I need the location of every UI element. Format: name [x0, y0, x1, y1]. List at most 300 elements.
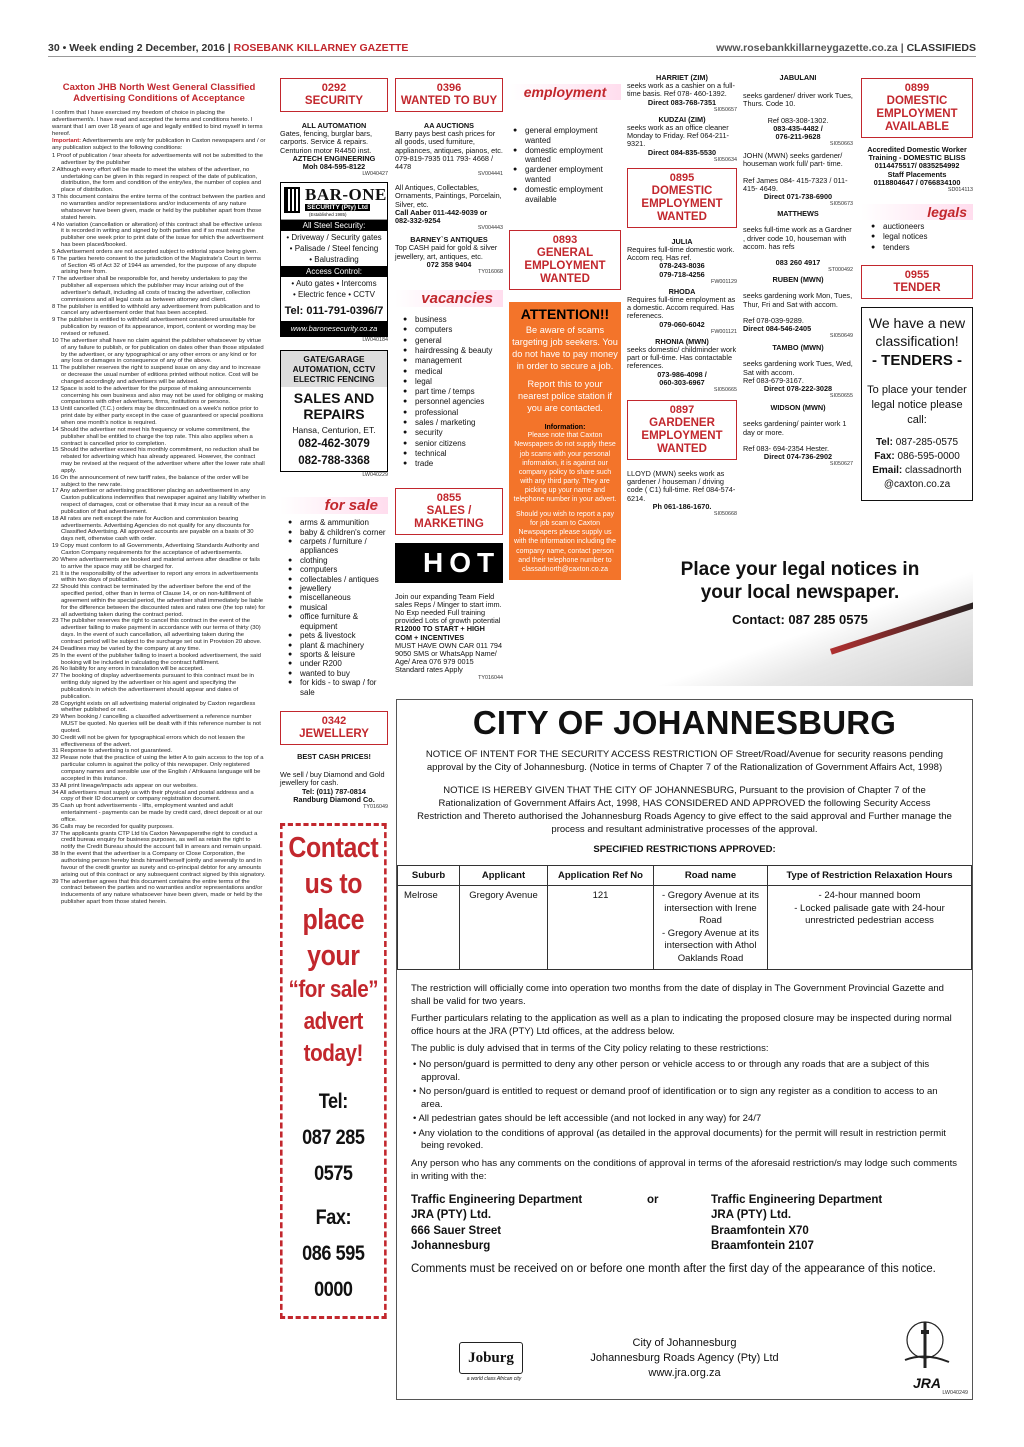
vacancy-category: ● management: [403, 356, 503, 366]
ad-barneys: [395, 236, 503, 276]
notice-ref: LW040249: [942, 1390, 968, 1396]
conditions-text: [52, 110, 266, 906]
condition-item: 26 No liability for any errors in translation will be accepted.: [52, 666, 204, 673]
vacancy-category: ● legal: [403, 377, 503, 387]
table-header-cell: Applicant: [460, 866, 548, 886]
jewellery-body: [280, 771, 388, 811]
vacancy-category: ● security: [403, 428, 503, 438]
address-line: Johannesburg: [411, 1240, 491, 1252]
ad-name: JULIA: [671, 236, 693, 246]
gate-ad: [280, 350, 388, 472]
new-class-tenders: - TENDERS -: [872, 351, 962, 369]
ad-phone: 060-303-6967: [659, 377, 705, 387]
condition-item: 36 Calls may be recorded for quality purposes.: [52, 823, 174, 830]
week-ending: • Week ending 2 December, 2016 |: [62, 42, 231, 54]
vacancies-heading: vacancies: [395, 290, 503, 307]
contact-line: your: [307, 939, 360, 972]
ad-phone: 0118804647 / 0766834100: [873, 177, 961, 187]
category-title: JEWELLERY: [299, 727, 369, 740]
notice-paragraph: The public is duly advised that in terms of the City policy relating to these restrictions:: [411, 1043, 769, 1054]
ad-ref: SD014113: [947, 187, 973, 194]
vacancy-category: ● trade: [403, 459, 503, 469]
ad-body: Top CASH paid for gold & silver jewellery, art, antiques, etc.: [395, 243, 498, 261]
barone-logo: [281, 183, 387, 219]
notice-paragraph: Any person who has any comments on the conditions of approval in terms of the aforesaid restriction/s may lodge such comments in writing with the:: [411, 1157, 957, 1182]
ad-jabulani: [743, 74, 853, 148]
page-header: [48, 40, 976, 56]
address-line: JRA (PTY) Ltd.: [711, 1209, 792, 1221]
category-code: 0342: [321, 714, 347, 727]
ad-ref: TY016068: [478, 269, 503, 276]
condition-item: 32 Please note that the practice of using the letter A to gain access to the top of a particular column is against the policy of this newspaper. Only registered company names and sensible use of the English / Afrikaans language will be accepted in this instance.: [52, 755, 264, 782]
ad-ref-line: Ref 083-679-3167.: [743, 375, 804, 385]
condition-item: 6 The parties hereto consent to the jurisdiction of the Magistrate's Court in terms of Section 45 of Act 32 of 1944 as amended, for the purpose of any dispute arising here from.: [52, 255, 261, 276]
condition-item: 33 All print lineage/impacts ads appear on our websites.: [52, 782, 198, 789]
promo-line: your local newspaper.: [700, 582, 900, 603]
contact-line: “for sale”: [288, 975, 379, 1003]
info-text: Please note that Caxton Newspapers do not supply these job scams with your personal information, it is against our company policy to share such with any third party. They are picking up your name and telephone number in your advert.: [513, 432, 617, 504]
condition-item: 35 Cash up front advertisements - lifts, employment wanted and adult entertainment - payments can be made by credit card, direct deposit or at our office.: [52, 803, 263, 823]
ad-body: Gates, fencing, burglar bars, carports. Service & repairs. Centurion motor R4450 inst.: [280, 129, 373, 155]
condition-item: 12 Space is sold to the advertiser for the purpose of making announcements concerning his own business and also may not be used for obliging or making comparisons with other advertisers, firms, institutions or persons.: [52, 385, 264, 406]
address-2: [711, 1193, 882, 1255]
employment-category: ● domestic employment available: [513, 185, 621, 205]
important-text: Advertisements are only for publication in Caxton newspapers and / or any publication subject to the following conditions:: [52, 138, 266, 152]
column-2: [280, 78, 388, 1319]
ad-ruben: [743, 276, 853, 340]
tower-icon: [899, 1320, 955, 1370]
for-sale-category: ● baby & children's corner: [288, 528, 388, 537]
jewellery-ad: [280, 753, 388, 761]
condition-item: 7 The advertiser shall be responsible for, and hereby undertakes to pay the publisher all expenses which the publisher may incur arising out of the advertiser's default, including all costs of tracing the advertiser, collection commissions and all legal costs as between attorney and client.: [52, 276, 251, 303]
legals-category: ● auctioneers: [871, 222, 973, 232]
sales-ad: [395, 593, 503, 682]
ad-ref: SI050657: [713, 106, 737, 113]
gardener-wanted-header: [627, 400, 737, 460]
conditions-intro: I confirm that I have exercised my freedom of choice in placing the advertisement/s. I have read and accepted the terms and conditions hereto. I warrant that I am over 18 years of age and legally entitled to bind myself in terms hereof.: [52, 110, 263, 137]
gate-location: Hansa, Centurion, ET.: [292, 425, 376, 436]
ad-name: KUDZAI (ZIM): [658, 114, 706, 124]
condition-item: 10 The advertiser shall have no claim against the publisher whatsoever by virtue of any failure to publish, or for publication on dates other than those stipulated by the advertiser, or any typographical or any other errors or any kind or for any loss or damages in consequence of any of the above.: [52, 337, 264, 365]
conditions-list: [52, 153, 266, 906]
notice-paragraph: Further particulars relating to the application as well as a plan to indicating the proposed closure may be inspected during normal office hours at the JRA (PTY) Ltd offices, at the address below.: [411, 1013, 952, 1037]
ad-lloyd: [627, 470, 737, 518]
ad-phone: 078-243-8036: [659, 261, 705, 271]
ad-widson: [743, 404, 853, 468]
barone-item: • Driveway / Security gates: [286, 233, 382, 243]
category-title: DOMESTIC EMPLOYMENT WANTED: [641, 184, 723, 223]
ad-name: RHODA: [668, 286, 696, 296]
domestic-wanted-header: [627, 168, 737, 228]
condition-item: 38 In the event that the advertiser is a Company or Close Corporation, the authorising person hereby binds himself/herself jointly and severally to and in favour of the credit grantor as surety and co-principal debtor for any amounts arising out of this contract or any subsequent contract signed by this signatory.: [52, 851, 266, 878]
for-sale-category: ● for kids - to swap / for sale: [288, 678, 388, 697]
footer-line: City of Johannesburg: [632, 1337, 737, 1349]
ad-ref-line: Ref 083- 694-2354 Hester.: [743, 443, 829, 453]
category-title: SECURITY: [304, 95, 364, 107]
contact-fax-label: Fax:: [315, 1205, 352, 1229]
for-sale-category: ● musical: [288, 603, 388, 612]
for-sale-category: ● jewellery: [288, 584, 388, 593]
notice-intent: NOTICE OF INTENT FOR THE SECURITY ACCESS RESTRICTION OF Street/Road/Avenue for security reasons pending approval by the City of Johannesburg. (Notice in terms of Chapter 7 of the Rationalization of Government Affairs Act, 1998): [425, 749, 944, 773]
logo-est: (Established 1985): [309, 212, 347, 218]
for-sale-category: ● clothing: [288, 556, 388, 565]
ad-phone: 076-211-9628: [775, 132, 821, 142]
ad-ref: ST000492: [828, 267, 853, 274]
page-number: 30: [48, 42, 60, 54]
attention-box: [509, 302, 621, 579]
contact-box: [280, 823, 387, 1319]
contact-line: today!: [303, 1039, 363, 1067]
address-line: JRA (PTY) Ltd.: [411, 1209, 492, 1221]
for-sale-category: ● sports & leisure: [288, 650, 388, 659]
employment-category: ● gardener employment wanted: [513, 165, 621, 185]
joburg-logo: [451, 1342, 537, 1386]
column-4: [627, 74, 737, 518]
condition-item: 1 Proof of publication / tear sheets for advertisements will not be submitted to the advertiser by the publisher: [52, 153, 263, 166]
cell-type-1: - 24-hour manned boom: [818, 890, 921, 901]
vacancy-category: ● professional: [403, 408, 503, 418]
ad-phone: Direct 084-835-5530: [647, 147, 717, 157]
ad-name: RUBEN (MWN): [772, 275, 824, 285]
ad-phone: 083-435-4482 /: [773, 123, 823, 133]
vacancy-category: ● senior citizens: [403, 439, 503, 449]
table-header-cell: Road name: [654, 866, 768, 886]
conditions-title: Caxton JHB North West General Classified Advertising Conditions of Acceptance: [62, 82, 256, 104]
ad-body: Requires full-time employment as a domestic. Accom required. Has referenecs.: [627, 295, 736, 321]
category-code: 0895: [669, 171, 695, 184]
ad-body: All Antiques, Collectables, Ornaments, Paintings, Porcelain, Silver, etc.: [395, 183, 502, 209]
for-sale-category: ● carpets / furniture / appliances: [288, 537, 388, 556]
ad-phone: Direct 083-768-7351: [647, 97, 717, 107]
ad-name: WIDSON (MWN): [770, 403, 826, 413]
ad-phone: 072 358 9404: [426, 259, 472, 269]
wanted-to-buy-header: [395, 78, 503, 112]
column-6: [861, 78, 973, 501]
condition-item: 31 Response to advertising is not guaranteed.: [52, 748, 173, 755]
logo-text: BAR-ONE: [305, 185, 387, 205]
category-title: TENDER: [893, 281, 941, 294]
ad-staff: Staff Placements: [887, 169, 947, 179]
condition-item: 15 Should the advertiser exceed his monthly commitment, no reduction shall be rebated for advertising which has already appeared. However, the contract may be revised at the request of the advertiser where after the lower rate shall apply.: [52, 447, 265, 474]
legals-category: ● legal notices: [871, 232, 973, 242]
promo-line: Place your legal notices in: [680, 559, 920, 580]
ad-ref: LW040427: [362, 171, 388, 178]
table-header-cell: Application Ref No: [548, 866, 654, 886]
logo-tagline: a world class African city: [466, 1376, 522, 1382]
ad-antiques: [395, 184, 503, 232]
barone-section-2: Access Control:: [281, 266, 387, 277]
ad-highlight: R12000 TO START + HIGH COM + INCENTIVES: [395, 624, 485, 642]
attention-text: Be aware of scams targeting job seekers. You do not have to pay money in order to secure a job.: [512, 325, 618, 372]
hot-banner: [395, 543, 503, 583]
ad-ref: SV004441: [477, 171, 503, 178]
ad-ref: TY016049: [363, 803, 388, 810]
barone-item: • Auto gates • Intercoms: [291, 279, 377, 289]
notice-bullet: • No person/guard is entitled to request or demand proof of identification or to sign any register as a condition to access to an area.: [413, 1086, 938, 1110]
vacancies-list: [395, 315, 503, 469]
category-code: 0893: [552, 234, 578, 247]
notice-bullets: [411, 1059, 958, 1153]
jra-logo: [899, 1320, 955, 1390]
legal-notice-promo: [627, 556, 973, 686]
sales-marketing-header: [395, 488, 503, 535]
ad-name: Randburg Diamond Co.: [293, 794, 375, 804]
ad-phone: 083 260 4917: [775, 258, 821, 268]
category-title: GARDENER EMPLOYMENT WANTED: [641, 417, 723, 456]
address-line: Traffic Engineering Department: [411, 1193, 583, 1206]
promo-contact: Contact: 087 285 0575: [732, 612, 868, 627]
logo-text: Joburg: [459, 1342, 523, 1374]
cell-refno: 121: [548, 886, 654, 970]
fax-label: Fax:: [874, 450, 895, 462]
legals-heading: legals: [861, 204, 973, 220]
for-sale-category: ● computers: [288, 565, 388, 574]
ad-ref: SI050655: [829, 393, 853, 400]
condition-item: 22 Should this contract be terminated by the advertiser before the end of the specified period, other than in terms of Clause 14, or on non-fulfillment of agreement within the special period, the advertiser shall immediately be liable for the difference between the discounted rates and rates one (the top rate) for all advertising taken during the contract period.: [52, 584, 266, 618]
ad-ref: TY016044: [478, 674, 503, 681]
ad-ref: FW001129: [711, 278, 737, 285]
ad-phone: Direct 074-736-2902: [763, 452, 833, 462]
for-sale-category: ● collectables / antiques: [288, 575, 388, 584]
contact-line: Contact: [288, 831, 379, 864]
ad-body: seeks full-time work as a Gardner , driver code 10, houseman with accom. has refs: [743, 225, 852, 251]
ad-body: seeks work as a cashier on a full-time basis. Ref 078- 460-1392.: [627, 81, 735, 99]
ad-phone: Moh 084-595-8122: [302, 162, 366, 172]
vacancy-category: ● medical: [403, 367, 503, 377]
condition-item: 16 On the announcement of new tariff rates, the balance of the order will be subject to the new rate.: [52, 474, 249, 488]
barone-ad: [280, 182, 388, 337]
specified-restrictions: SPECIFIED RESTRICTIONS APPROVED:: [593, 844, 776, 855]
ad-ref: SI050634: [713, 156, 737, 163]
fax-number: 086-595-0000: [897, 450, 960, 462]
condition-item: 4 No variation (cancellation or alteration) of this contract shall be effective unless it is recorded in writing and signed by both parties and if so must reach the publisher one week prior to print date of the issue for which the advertisement has been placed/booked.: [52, 221, 264, 249]
conditions-important: [52, 138, 266, 152]
contact-fax: 086 595 0000: [302, 1241, 365, 1301]
table-header-row: [398, 866, 972, 886]
vacancy-category: ● business: [403, 315, 503, 325]
ad-name: MATTHEWS: [777, 209, 819, 219]
table-header-cell: Suburb: [398, 866, 460, 886]
ad-ref: SI050673: [829, 201, 853, 208]
jra-text: JRA: [912, 1375, 941, 1391]
address-or: or: [647, 1193, 659, 1206]
ad-phone: 079-718-4256: [659, 269, 705, 279]
tel-number: 087-285-0575: [895, 436, 959, 448]
for-sale-category: ● office furniture & equipment: [288, 612, 388, 631]
email-label: Email:: [872, 464, 903, 476]
notice-title: CITY OF JOHANNESBURG: [472, 704, 897, 741]
ad-ref: LW040229: [362, 472, 388, 479]
vacancy-category: ● personnel agencies: [403, 397, 503, 407]
ad-name-2: AZTECH ENGINEERING: [292, 153, 376, 163]
cell-road-2: - Gregory Avenue at its intersection with Athol Oaklands Road: [662, 927, 759, 964]
city-of-johannesburg-notice: [396, 699, 973, 1400]
barone-web: www.baronesecurity.co.za: [281, 321, 387, 336]
section-name: CLASSIFIEDS: [906, 42, 976, 54]
notice-paragraph: The restriction will officially come into operation two months from the date of display in The Government Provincial Gazette and shall be valid for two years.: [411, 983, 944, 1007]
condition-item: 8 The publisher is entitled to withhold any advertisement from publication and to cancel any advertisement order that has been accepted.: [52, 303, 260, 317]
info-heading: Information:: [544, 424, 586, 432]
ad-aa-auctions: [395, 122, 503, 178]
employment-heading: employment: [509, 84, 621, 100]
condition-item: 2 Although every effort will be made to meet the wishes of the advertiser, no undertaking can be given in this regard in respect of the date of publication, distribution, the form and condition of the entry/ies, the number of copies and place of distribution.: [52, 166, 262, 194]
ad-tambo: [743, 344, 853, 400]
ad-phone: Tel: (011) 787-0814: [302, 786, 366, 796]
address-line: Traffic Engineering Department: [711, 1193, 883, 1206]
notice-bullet: • Any violation to the conditions of approval (as detailed in the approval documents) for the permit will result in restriction permit being revoked.: [413, 1127, 946, 1151]
column-5: [743, 74, 853, 468]
ad-rhoda: [627, 288, 737, 336]
condition-item: 14 Should the advertiser not meet his frequency or volume commitment, the publisher shall be entitled to charge the top rate. This also applies when a contract is cancelled prior to completion.: [52, 426, 253, 447]
legals-list: [861, 222, 973, 253]
ad-name: ALL AUTOMATION: [301, 121, 367, 130]
condition-item: 39 The advertiser agrees that this document contains the entire terms of the contract between the parties and no warranties and/or representations and/or inducements of any nature whatsoever have been given, made or held by the publisher apart from those stated herein.: [52, 878, 263, 906]
email-link[interactable]: classadnorth @caxton.co.za: [883, 464, 962, 490]
notice-bullet: • No person/guard is permitted to deny any other person or vehicle access to or through any roads that are a subject of this approval.: [413, 1059, 930, 1083]
ad-body: Requires full-time domestic work. Accom req. Has ref.: [627, 245, 735, 263]
ad-ref: SI050663: [829, 141, 853, 148]
for-sale-heading: for sale: [280, 497, 388, 514]
condition-item: 11 The publisher reserves the right to suspend issue on any day and to increase or decrease the usual number of editions printed without notice. Cost will be changed accordingly and advertisers will be advised.: [52, 365, 261, 385]
website-link[interactable]: www.rosebankkillarneygazette.co.za |: [716, 42, 904, 54]
ad-matthews: [743, 210, 853, 274]
jewellery-header: [280, 711, 388, 745]
ad-ref: SV004443: [477, 225, 503, 232]
column-3: [395, 78, 503, 682]
condition-item: 19 Copy must conform to all Governments, Advertising Standards Authority and Caxton Company requirements for the acceptance of advertisements.: [52, 543, 259, 556]
vacancy-category: ● sales / marketing: [403, 418, 503, 428]
tel-label: Tel:: [875, 436, 893, 448]
barone-item: • Balustrading: [309, 255, 359, 265]
cell-suburb: Melrose: [398, 886, 460, 970]
domestic-available-header: [861, 78, 973, 138]
condition-item: 28 Copyright exists on all advertising material originated by Caxton regardless whether published or not.: [52, 700, 256, 714]
vacancy-category: ● part time / temps: [403, 387, 503, 397]
ad-body: seeks work as an office cleaner Monday to Friday. Ref 064-211-9321.: [627, 123, 729, 149]
ad-phone: Direct 084-546-2405: [743, 324, 812, 334]
category-title: WANTED TO BUY: [400, 95, 498, 107]
header-rule: [48, 56, 976, 57]
logo-sub: SECURITY (Pty) Ltd: [307, 204, 368, 212]
category-code: 0955: [904, 268, 930, 281]
conditions-block: [52, 82, 266, 906]
ad-phone: 073-986-4098 /: [657, 369, 707, 379]
ad-name: AA AUCTIONS: [423, 121, 475, 130]
category-code: 0292: [321, 82, 347, 94]
table-row: [398, 886, 972, 970]
gate-sales-repairs: SALES AND REPAIRS: [293, 390, 375, 423]
for-sale-category: ● under R200: [288, 659, 388, 668]
ad-ref: SI050649: [829, 333, 853, 340]
condition-item: 21 It is the responsibility of the advertiser to report any errors in advertisements within two days of publication.: [52, 570, 259, 584]
info-text-2: Should you wish to report a pay for job scam to Caxton Newspapers please supply us with the information including the company name, contact person and their telephone number to classadnorth@caxton.co.za: [514, 511, 616, 573]
condition-item: 20 Where advertisements are booked and material arrives after deadline or fails to arrive the space may still be charged for.: [52, 556, 260, 570]
ad-john: [743, 152, 853, 208]
cell-road-1: - Gregory Avenue at its intersection with Irene Road: [662, 890, 759, 926]
restrictions-table: [397, 865, 972, 970]
for-sale-category: ● arms & ammunition: [288, 518, 388, 527]
address-line: Braamfontein 2107: [711, 1240, 814, 1252]
new-class-title: We have a new classification!: [868, 314, 966, 349]
ad-ref: LW040184: [362, 337, 388, 344]
condition-item: 17 Any advertiser or advertising practitioner placing an advertisement in any Caxton publications indemnifies that newspaper against any liability whether in respect of damages, cost or otherwise that it may incur as a result of the publication of that advertisement.: [52, 488, 266, 515]
ad-ref-line: Ref James 084- 415-7323 / 011-415- 4649.: [743, 175, 848, 193]
promo-heading: [627, 556, 973, 604]
vacancy-category: ● general: [403, 336, 503, 346]
employment-category: ● domestic employment wanted: [513, 146, 621, 166]
cell-type-2: - Locked palisade gate with 24-hour unrestricted pedestrian access: [794, 902, 945, 926]
contact-tel-label: Tel:: [318, 1089, 348, 1113]
barone-item: • Palisade / Steel fencing: [289, 244, 379, 254]
category-title: SALES / MARKETING: [414, 504, 484, 530]
ad-phone: Direct 071-738-6900: [763, 192, 833, 202]
ad-body: Barry pays best cash prices for all goods, used furniture, appliances, antiques, pianos, etc. 079-819-7935 011 793- 4668 / 4478: [395, 129, 503, 172]
gate-phone: 082-788-3368: [298, 455, 370, 468]
category-title: GENERAL: [536, 247, 594, 260]
ad-domestic-bliss: [861, 146, 973, 194]
category-title: EMPLOYMENT: [524, 260, 606, 273]
ad-name: Accredited Domestic Worker Training - DOMESTIC BLISS: [867, 145, 967, 163]
category-code: 0396: [436, 82, 462, 94]
condition-item: 13 Until cancelled (T.C.) orders may be discontinued on a week's notice prior to print date by either party except in the case of guaranteed or special positions when one month's notice is required.: [52, 406, 264, 426]
ad-ref: SI050668: [713, 511, 737, 518]
hot-text: HOT: [423, 546, 501, 578]
condition-item: 18 All rates are nett except the rate for Auction and commission bearing advertisements. Advertising Agencies do not qualify for any discounts for Classified Advertising. All approved accounts are payable on a basis of 30 days nett, otherwise cash with order.: [52, 515, 254, 543]
barone-item: • Electric fence • CCTV: [292, 290, 376, 300]
condition-item: 27 The booking of display advertisements pursuant to this contract must be in writing duly signed by the advertiser or his agent and specifying the publication/s in which the advertisement should appear and dates of publication.: [52, 673, 254, 700]
employment-column: [509, 84, 621, 580]
ad-call: Call Aaber 011-442-9039 or 082-332-9254: [395, 207, 488, 226]
condition-item: 9 The publisher is entitled to withhold advertisement considered unsuitable for publication by reason of its appearance, import, content or wording may be revised or refused.: [52, 317, 256, 337]
condition-item: 24 Deadlines may be varied by the company at any time.: [52, 645, 201, 652]
notice-approved: NOTICE IS HEREBY GIVEN THAT THE CITY OF JOHANNESBURG, Pursuant to the provision of Chapter 7 of the Rationalization of Government Affairs Act, 1998, HAS CONSIDERED AND APPROVED the following Security Access Restriction and Thereto authorised the Johannesburg Roads Agency to give effect to the said approval and Further manage the process and resultant administrative processes of the approval.: [417, 785, 952, 835]
ad-body: LLOYD (MWN) seeks work as gardener / houseman / driving code ( C1) full-time. Ref 084-574-6214.: [627, 469, 736, 503]
ad-phone: Direct 078-222-3028: [763, 384, 833, 394]
condition-item: 23 The publisher reserves the right to cancel this contract in the event of the advertiser failing to make payment in accordance with our terms of thirty (30) days. In the event of such cancellation, all advertising taken during the contract period will be subject to the surcharge set out in Provision 20 above.: [52, 618, 262, 645]
vacancy-category: ● computers: [403, 325, 503, 335]
condition-item: 3 This document contains the entire terms of the contract between the parties and no warranties and/or representations and/or inducements of any nature whatsoever have been given, made or held by the publisher apart from those stated herein.: [52, 194, 266, 221]
tender-header: [861, 265, 973, 299]
ad-name: TAMBO (MWN): [772, 343, 824, 353]
contact-tel: 087 285 0575: [302, 1125, 365, 1185]
jewellery-heading: BEST CASH PRICES!: [297, 751, 371, 761]
gazette-name: ROSEBANK KILLARNEY GAZETTE: [233, 42, 409, 54]
ad-harriet: [627, 74, 737, 114]
for-sale-category: ● plant & machinery: [288, 641, 388, 650]
category-code: 0855: [436, 491, 462, 504]
contact-line: advert: [303, 1007, 364, 1035]
category-code: 0897: [669, 404, 695, 417]
ad-julia: [627, 238, 737, 286]
ad-ref: SI050665: [713, 387, 737, 394]
ad-body-2: MUST HAVE OWN CAR 011 794 9050 SMS or WhatsApp Name/ Age/ Area 076 979 0015 Standard rates Apply: [395, 640, 503, 675]
ad-ref: SI050627: [829, 461, 853, 468]
notice-bullet: • All pedestrian gates should be left accessible (and not locked in any way) for 24/7: [413, 1113, 762, 1124]
ad-body: JOHN (MWN) seeks gardener/ houseman work full/ part- time.: [743, 151, 843, 169]
condition-item: 34 All advertisers must supply us with their physical and postal address and a copy of their ID document or company registration document.: [52, 789, 254, 803]
contact-line: place: [302, 903, 365, 936]
address-line: Braamfontein X70: [711, 1224, 809, 1237]
ad-name: JABULANI: [779, 73, 817, 82]
new-class-text: To place your tender legal notice please call:: [867, 383, 967, 426]
ad-body: seeks gardening/ painter work 1 day or more.: [743, 419, 847, 437]
condition-item: 5 Advertisement orders are not accepted subject to editorial space being given.: [52, 248, 258, 255]
attention-text-2: Report this to your nearest police station if you are contacted.: [518, 379, 612, 414]
ad-body: seeks gardening work Mon, Tues, Thur, Fri and Sat with accom.: [743, 291, 853, 309]
ad-body: Join our expanding Team Field sales Reps / Minger to start imm. No Exp needed Full training provided Lots of growth potential: [395, 591, 502, 626]
ad-body: seeks gardening work Tues, Wed, Sat with accom.: [743, 359, 853, 377]
for-sale-category: ● pets & livestock: [288, 631, 388, 640]
